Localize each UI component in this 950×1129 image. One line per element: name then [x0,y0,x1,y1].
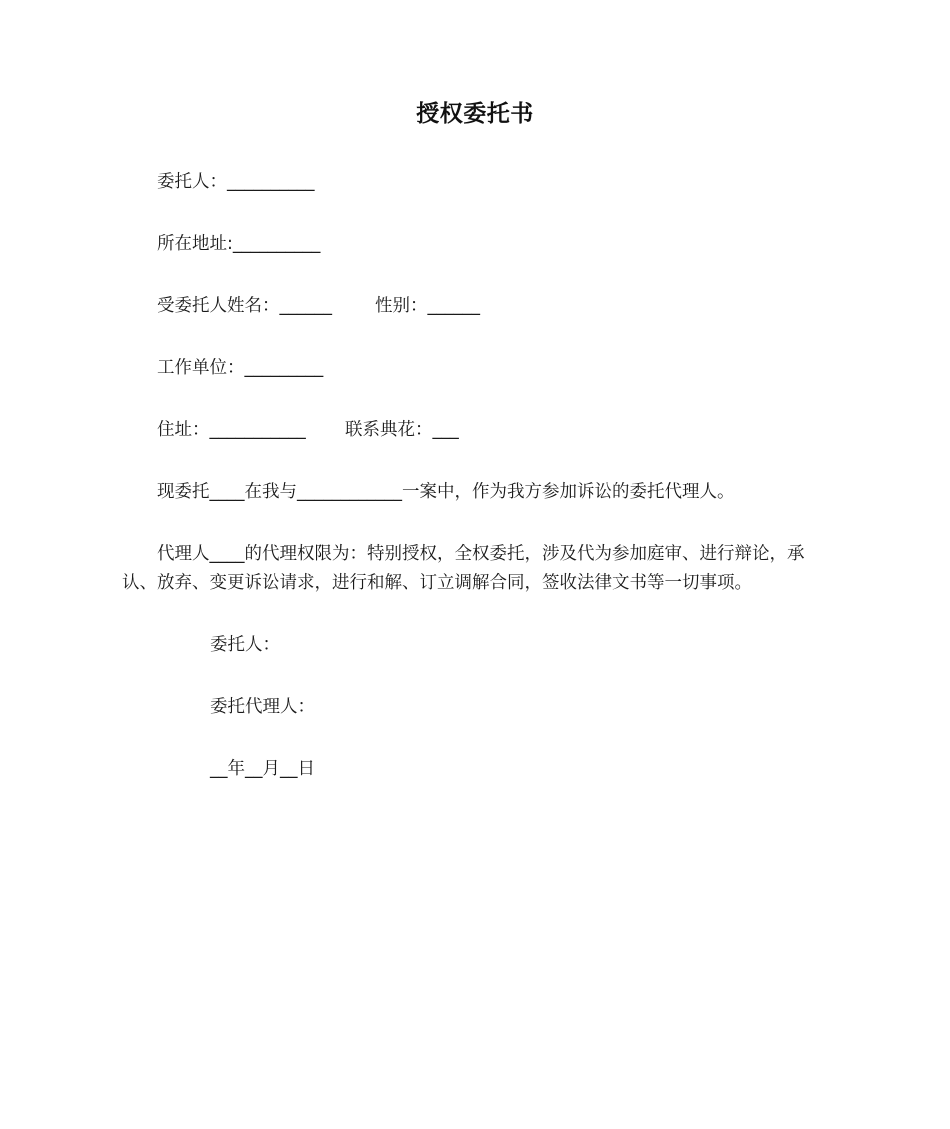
principal-field: 委托人：__________ [157,172,315,192]
agent-name-field: 受委托人姓名：______ [157,296,332,316]
gender-field: 性别：______ [375,296,480,316]
residence-field: 住址：___________ [157,420,306,440]
signature-date: __年__月__日 [210,759,315,779]
work-unit-field: 工作单位：_________ [157,358,324,378]
document-title: 授权委托书 [416,101,534,127]
entrust-sentence: 现委托____在我与____________一案中，作为我方参加诉讼的委托代理人。 [157,482,735,502]
address-field: 所在地址:__________ [157,234,321,254]
principal-signature: 委托人： [210,635,280,655]
agent-signature: 委托代理人： [210,697,315,717]
phone-field: 联系典花：___ [345,420,459,440]
authority-paragraph: 代理人____的代理权限为：特别授权，全权委托，涉及代为参加庭审、进行辩论，承认、放弃、变更诉讼请求，进行和解、订立调解合同，签收法律文书等一切事项。 [122,544,805,593]
